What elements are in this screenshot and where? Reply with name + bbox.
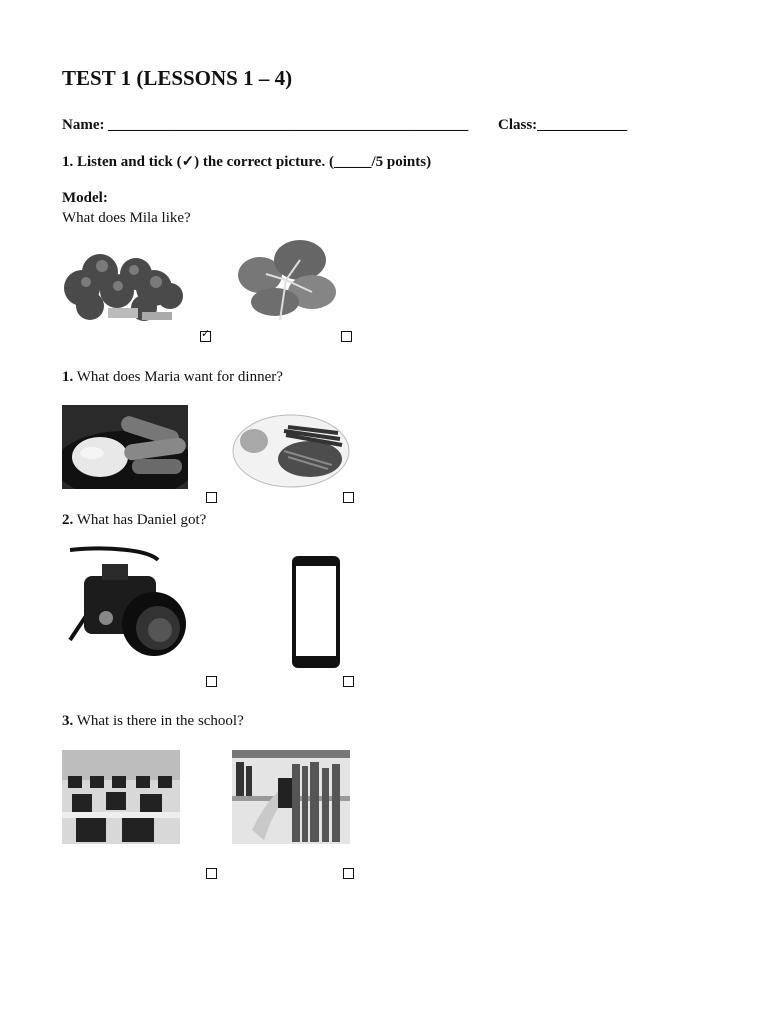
section-1-instruction: 1. Listen and tick (✓) the correct picture. (_____/5 points) xyxy=(62,154,432,170)
q1-checkbox-a[interactable] xyxy=(206,492,217,503)
question-1: 1. What does Maria want for dinner? xyxy=(62,369,283,385)
camera-image xyxy=(68,546,192,670)
broccoli-image xyxy=(62,236,186,328)
class-field-label: Class:____________ xyxy=(498,117,628,133)
test-title: TEST 1 (LESSONS 1 – 4) xyxy=(62,66,293,90)
model-checkbox-b[interactable] xyxy=(341,331,352,342)
steak-image xyxy=(232,405,350,489)
model-question: What does Mila like? xyxy=(62,210,191,226)
q2-checkbox-a[interactable] xyxy=(206,676,217,687)
question-3: 3. What is there in the school? xyxy=(62,713,244,729)
model-label: Model: xyxy=(62,190,108,206)
phone-image xyxy=(248,552,382,672)
bookshelf-image xyxy=(232,750,350,844)
computer-room-image xyxy=(62,750,180,844)
model-checkbox-a[interactable] xyxy=(200,327,211,342)
sausages-image xyxy=(62,405,188,489)
name-field-label: Name: ________________________________________________ xyxy=(62,117,469,133)
spinach-image xyxy=(230,230,342,326)
q3-checkbox-a[interactable] xyxy=(206,868,217,879)
q2-checkbox-b[interactable] xyxy=(343,676,354,687)
q3-checkbox-b[interactable] xyxy=(343,868,354,879)
q1-checkbox-b[interactable] xyxy=(343,492,354,503)
tick-mark-icon: ✓ xyxy=(201,327,211,340)
question-2: 2. What has Daniel got? xyxy=(62,512,207,528)
